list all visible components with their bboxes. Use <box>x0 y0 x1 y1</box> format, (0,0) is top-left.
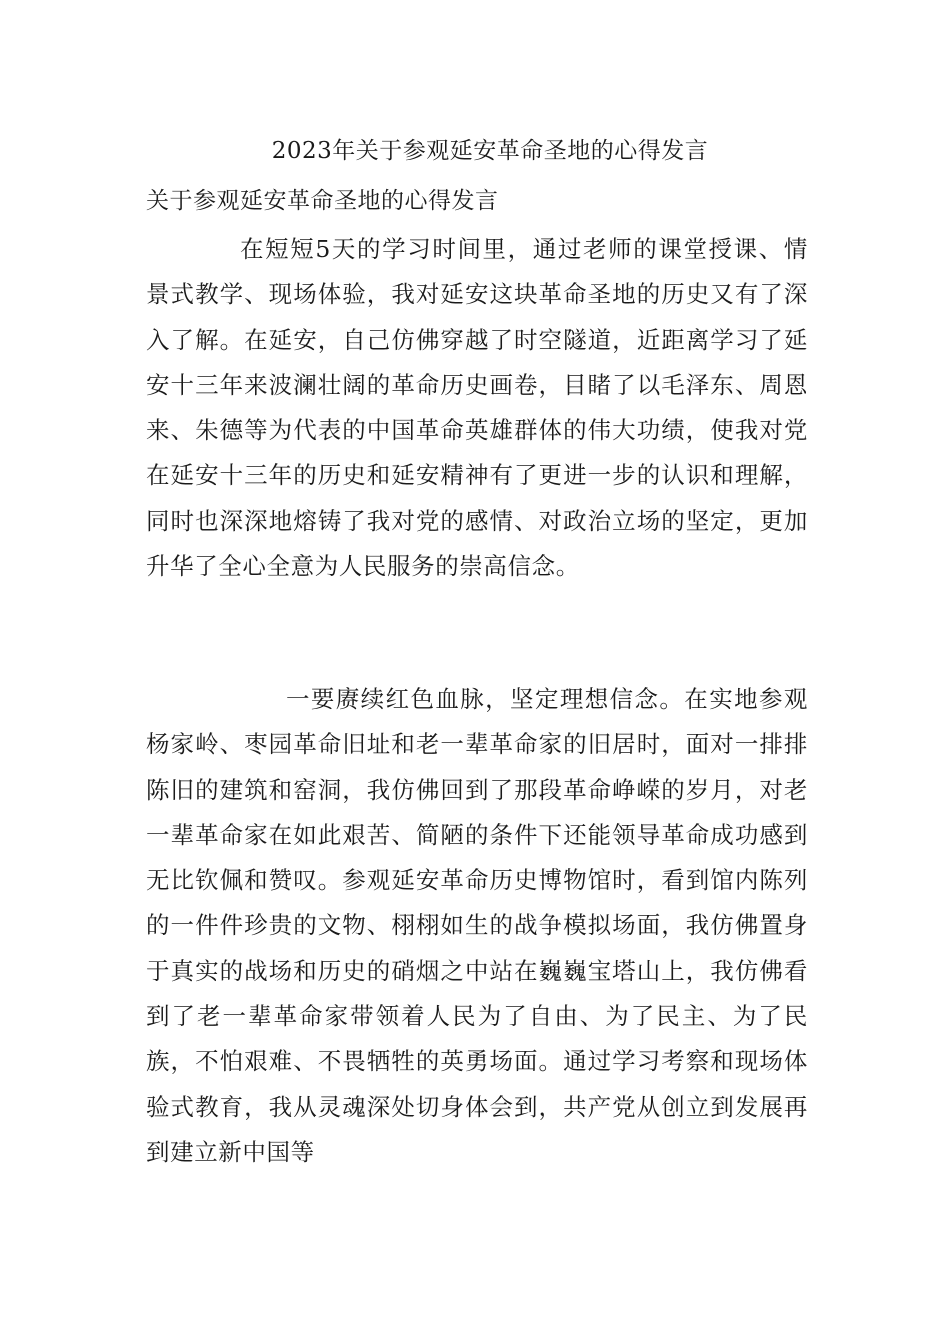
paragraph-1: 在短短5天的学习时间里，通过老师的课堂授课、情景式教学、现场体验，我对延安这块革命圣地的历史又有了深入了解。在延安，自己仿佛穿越了时空隧道，近距离学习了延安十三年来波澜壮阔的革命历史画卷，目睹了以毛泽东、周恩来、朱德等为代表的中国革命英雄群体的伟大功绩，使我对党在延安十三年的历史和延安精神有了更进一步的认识和理解，同时也深深地熔铸了我对党的感情、对政治立场的坚定，更加升华了全心全意为人民服务的崇高信念。 <box>146 235 808 581</box>
document-subtitle: 关于参观延安革命圣地的心得发言 <box>146 188 499 214</box>
paragraph-2: 一要赓续红色血脉，坚定理想信念。在实地参观杨家岭、枣园革命旧址和老一辈革命家的旧居时，面对一排排陈旧的建筑和窑洞，我仿佛回到了那段革命峥嵘的岁月，对老一辈革命家在如此艰苦、简陋的条件下还能领导革命成功感到无比钦佩和赞叹。参观延安革命历史博物馆时，看到馆内陈列的一件件珍贵的文物、栩栩如生的战争模拟场面，我仿佛置身于真实的战场和历史的硝烟之中站在巍巍宝塔山上，我仿佛看到了老一辈革命家带领着人民为了自由、为了民主、为了民族，不怕艰难、不畏牺牲的英勇场面。通过学习考察和现场体验式教育，我从灵魂深处切身体会到，共产党从创立到发展再到建立新中国等 <box>146 685 808 1166</box>
document-title: 2023年关于参观延安革命圣地的心得发言 <box>271 138 709 164</box>
